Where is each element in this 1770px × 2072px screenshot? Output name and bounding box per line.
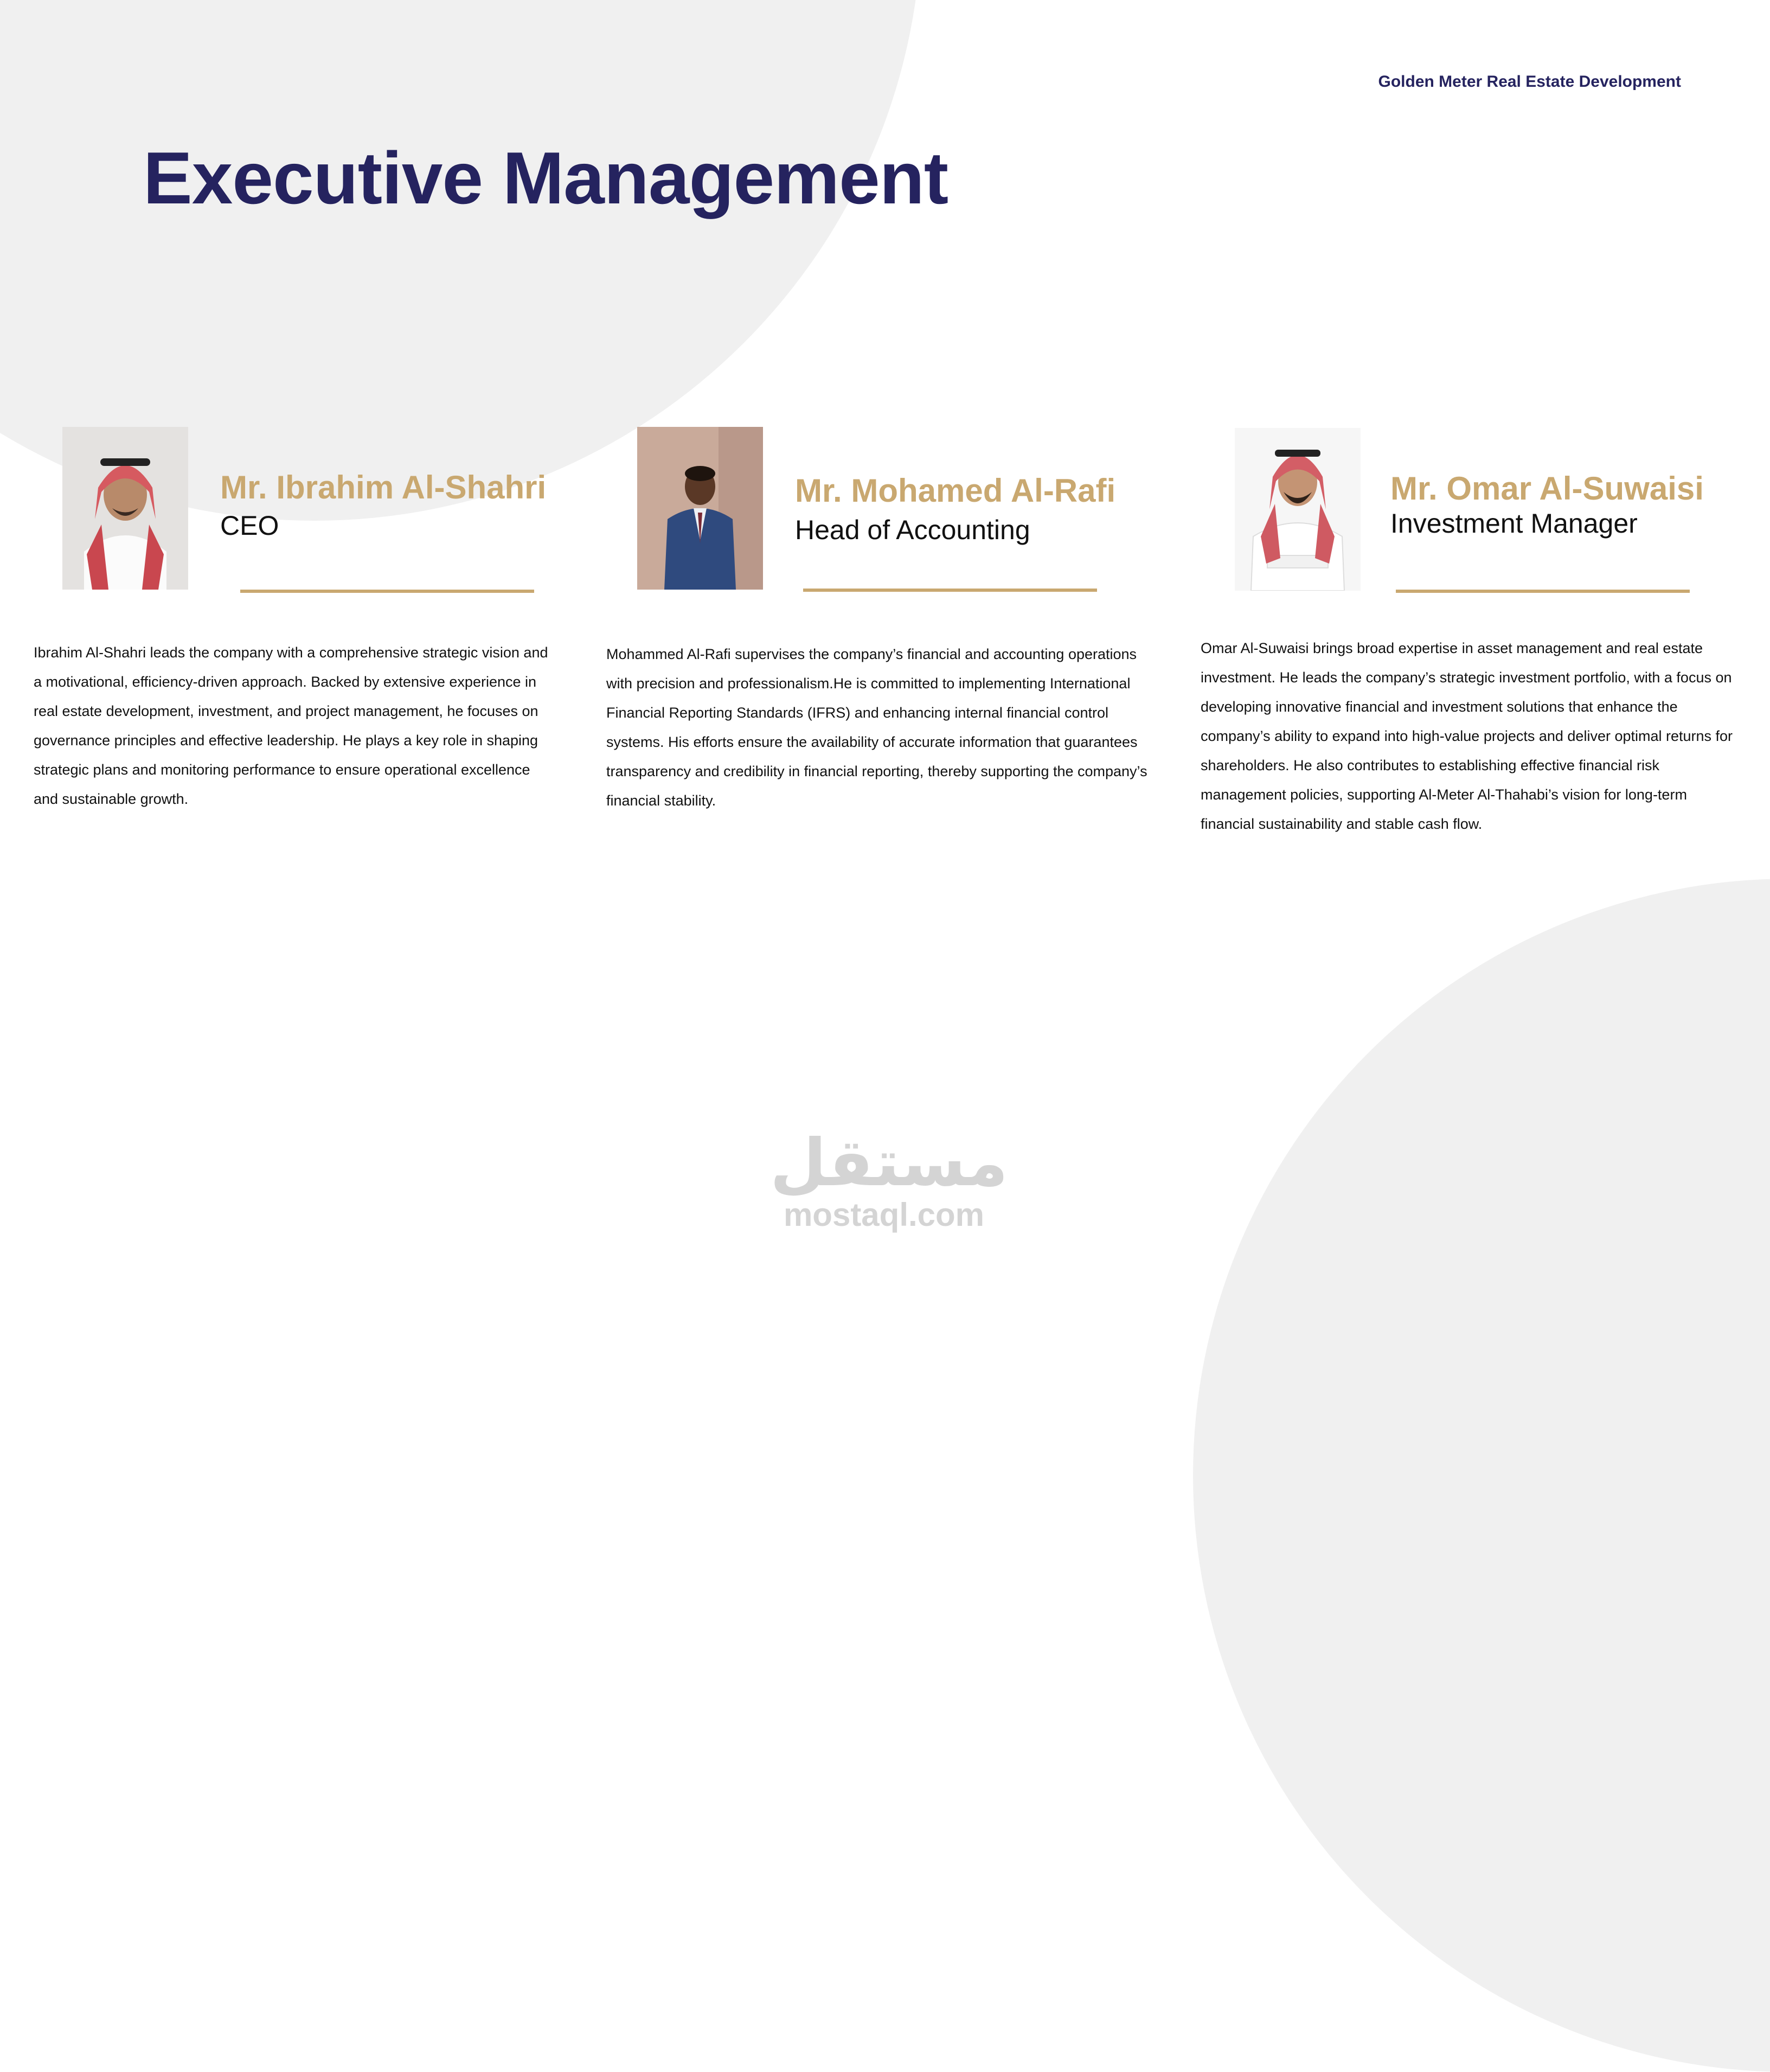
executive-bio: Omar Al-Suwaisi brings broad expertise in asset management and real estate investment. He leads the company’s strategic investment portfolio, with a focus on developing innovative financial and investment solutions that enhance the company’s ability to expand into high-value projects and deliver optimal returns for shareholders. He also contributes to establishing effective financial risk management policies, supporting Al-Meter Al-Thahabi’s vision for long-term financial sustainability and stable cash flow. bbox=[1201, 640, 1733, 832]
executive-name: Mr. Mohamed Al-Rafi bbox=[795, 472, 1116, 509]
portrait-omar-illustration bbox=[1235, 428, 1361, 591]
portrait-photo bbox=[62, 427, 188, 590]
gold-divider bbox=[240, 590, 534, 593]
mostaql-watermark bbox=[770, 1125, 1008, 1233]
watermark-latin: mostaql.com bbox=[783, 1197, 985, 1233]
executive-bio: Mohammed Al-Rafi supervises the company’s financial and accounting operations with precision and professionalism.He is committed to implementing International Financial Reporting Standards (IFRS) and enhancing internal financial control systems. His efforts ensure the availability of accurate information that guarantees transparency and credibility in financial reporting, thereby supporting the company’s financial stability. bbox=[606, 646, 1147, 809]
portrait-ibrahim-illustration bbox=[62, 427, 188, 590]
executive-role: Head of Accounting bbox=[795, 515, 1030, 545]
portrait-photo bbox=[637, 427, 763, 590]
gold-divider bbox=[1396, 590, 1690, 593]
gold-divider bbox=[803, 589, 1097, 592]
executive-role: Investment Manager bbox=[1390, 508, 1638, 539]
executive-role: CEO bbox=[220, 510, 279, 541]
page-title: Executive Management bbox=[143, 137, 948, 219]
executive-name: Mr. Ibrahim Al-Shahri bbox=[220, 469, 547, 506]
company-name: Golden Meter Real Estate Development bbox=[1378, 73, 1681, 91]
background-circle-bottom-right bbox=[1193, 879, 1770, 2072]
portrait-mohamed-illustration bbox=[637, 427, 763, 590]
watermark-arabic: مستقل bbox=[770, 1125, 1008, 1201]
portrait-photo bbox=[1235, 428, 1361, 591]
executive-name: Mr. Omar Al-Suwaisi bbox=[1390, 470, 1704, 507]
executive-bio: Ibrahim Al-Shahri leads the company with a comprehensive strategic vision and a motivational, efficiency-driven approach. Backed by extensive experience in real estate development, investment, and project management, he focuses on governance principles and effective leadership. He plays a key role in shaping strategic plans and monitoring performance to ensure operational excellence and sustainable growth. bbox=[34, 644, 548, 807]
